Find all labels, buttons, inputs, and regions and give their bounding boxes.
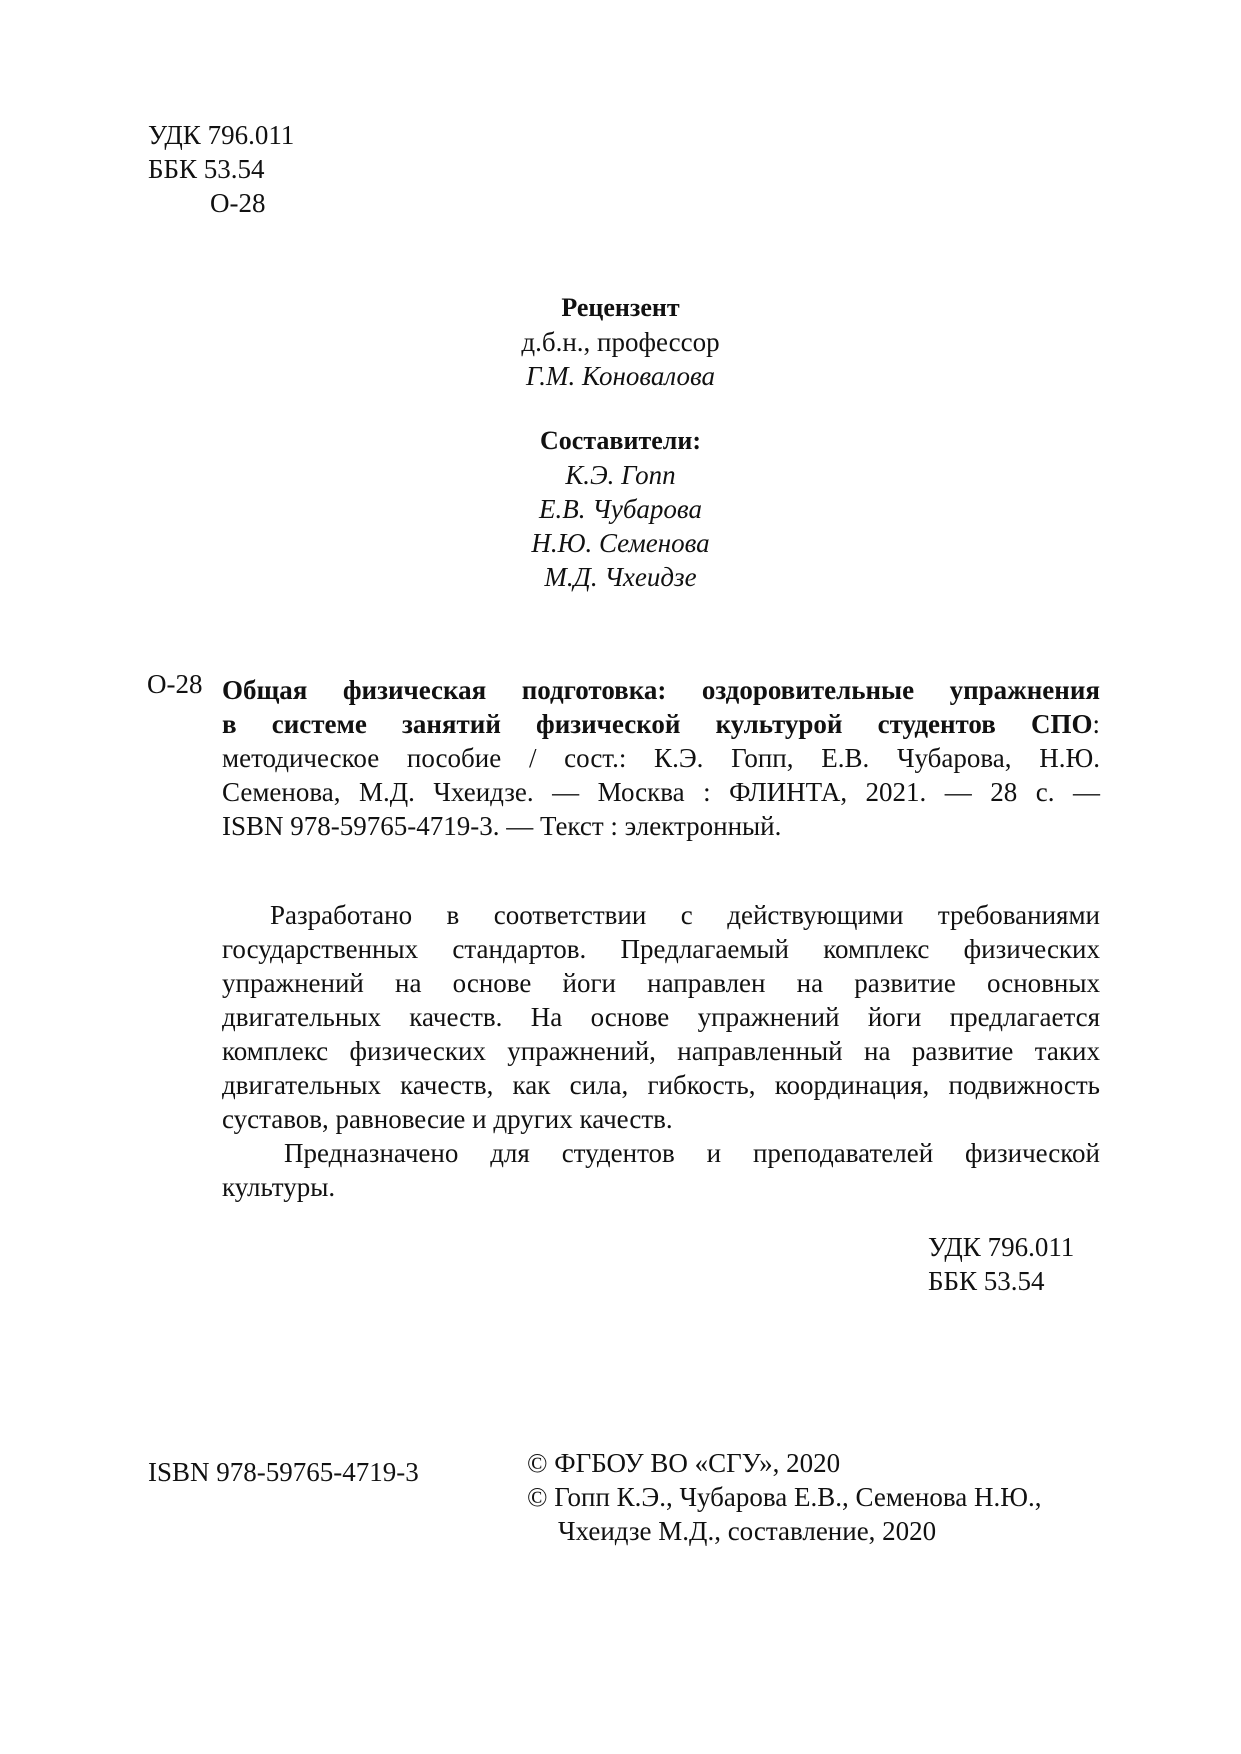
reviewer-degree: д.б.н., профессор	[521, 327, 720, 357]
annotation-line: двигательных качеств, как сила, гибкость, координация, подвижность	[222, 1070, 1100, 1100]
copyright-line-2: © Гопп К.Э., Чубарова Е.В., Семенова Н.Ю.,	[527, 1482, 1042, 1512]
composer-name: К.Э. Гопп	[565, 460, 676, 490]
annotation-line: комплекс физических упражнений, направленный на развитие таких	[222, 1036, 1100, 1066]
composer-name: Н.Ю. Семенова	[531, 528, 710, 558]
book-title-line-1: Общая физическая подготовка: оздоровительные упражнения	[222, 675, 1100, 705]
title-colon: :	[1092, 709, 1100, 739]
annotation-line: Предназначено для студентов и преподавателей физической	[284, 1138, 1100, 1168]
annotation-line: государственных стандартов. Предлагаемый комплекс физических	[222, 934, 1100, 964]
reviewer-heading: Рецензент	[561, 293, 680, 322]
classification-footer	[928, 1230, 1074, 1298]
annotation	[222, 898, 1100, 1204]
composer-name: М.Д. Чхеидзе	[544, 562, 697, 592]
annotation-line: упражнений на основе йоги направлен на развитие основных	[222, 968, 1100, 998]
bbk-code: ББК 53.54	[148, 154, 265, 184]
annotation-line: Разработано в соответствии с действующими требованиями	[270, 900, 1100, 930]
udk-code: УДК 796.011	[148, 120, 295, 150]
copyright-line-3: Чхеидзе М.Д., составление, 2020	[558, 1516, 937, 1546]
classification-header	[148, 118, 294, 220]
composers-block	[0, 424, 1241, 594]
biblio-author-mark: О-28	[147, 669, 203, 699]
annotation-line: суставов, равновесие и других качеств.	[222, 1104, 673, 1134]
bibliographic-record	[222, 673, 1100, 843]
isbn: ISBN 978-59765-4719-3	[148, 1457, 419, 1487]
copyright-block	[527, 1446, 1042, 1548]
book-title-line-2: в системе занятий физической культурой студентов СПО	[222, 709, 1093, 739]
biblio-line-4: Семенова, М.Д. Чхеидзе. — Москва : ФЛИНТА, 2021. — 28 с. —	[222, 777, 1100, 807]
annotation-line: культуры.	[222, 1172, 336, 1202]
biblio-line-5: ISBN 978-59765-4719-3. — Текст : электронный.	[222, 811, 782, 841]
biblio-line-3: методическое пособие / сост.: К.Э. Гопп, Е.В. Чубарова, Н.Ю.	[222, 743, 1100, 773]
composer-name: Е.В. Чубарова	[539, 494, 702, 524]
author-mark: О-28	[210, 188, 266, 218]
composers-heading: Составители:	[540, 426, 701, 455]
annotation-line: двигательных качеств. На основе упражнений йоги предлагается	[222, 1002, 1100, 1032]
bbk-code-footer: ББК 53.54	[928, 1266, 1045, 1296]
udk-code-footer: УДК 796.011	[928, 1232, 1075, 1262]
reviewer-name: Г.М. Коновалова	[525, 361, 716, 391]
copyright-line-1: © ФГБОУ ВО «СГУ», 2020	[527, 1448, 841, 1478]
reviewer-block	[0, 291, 1241, 393]
